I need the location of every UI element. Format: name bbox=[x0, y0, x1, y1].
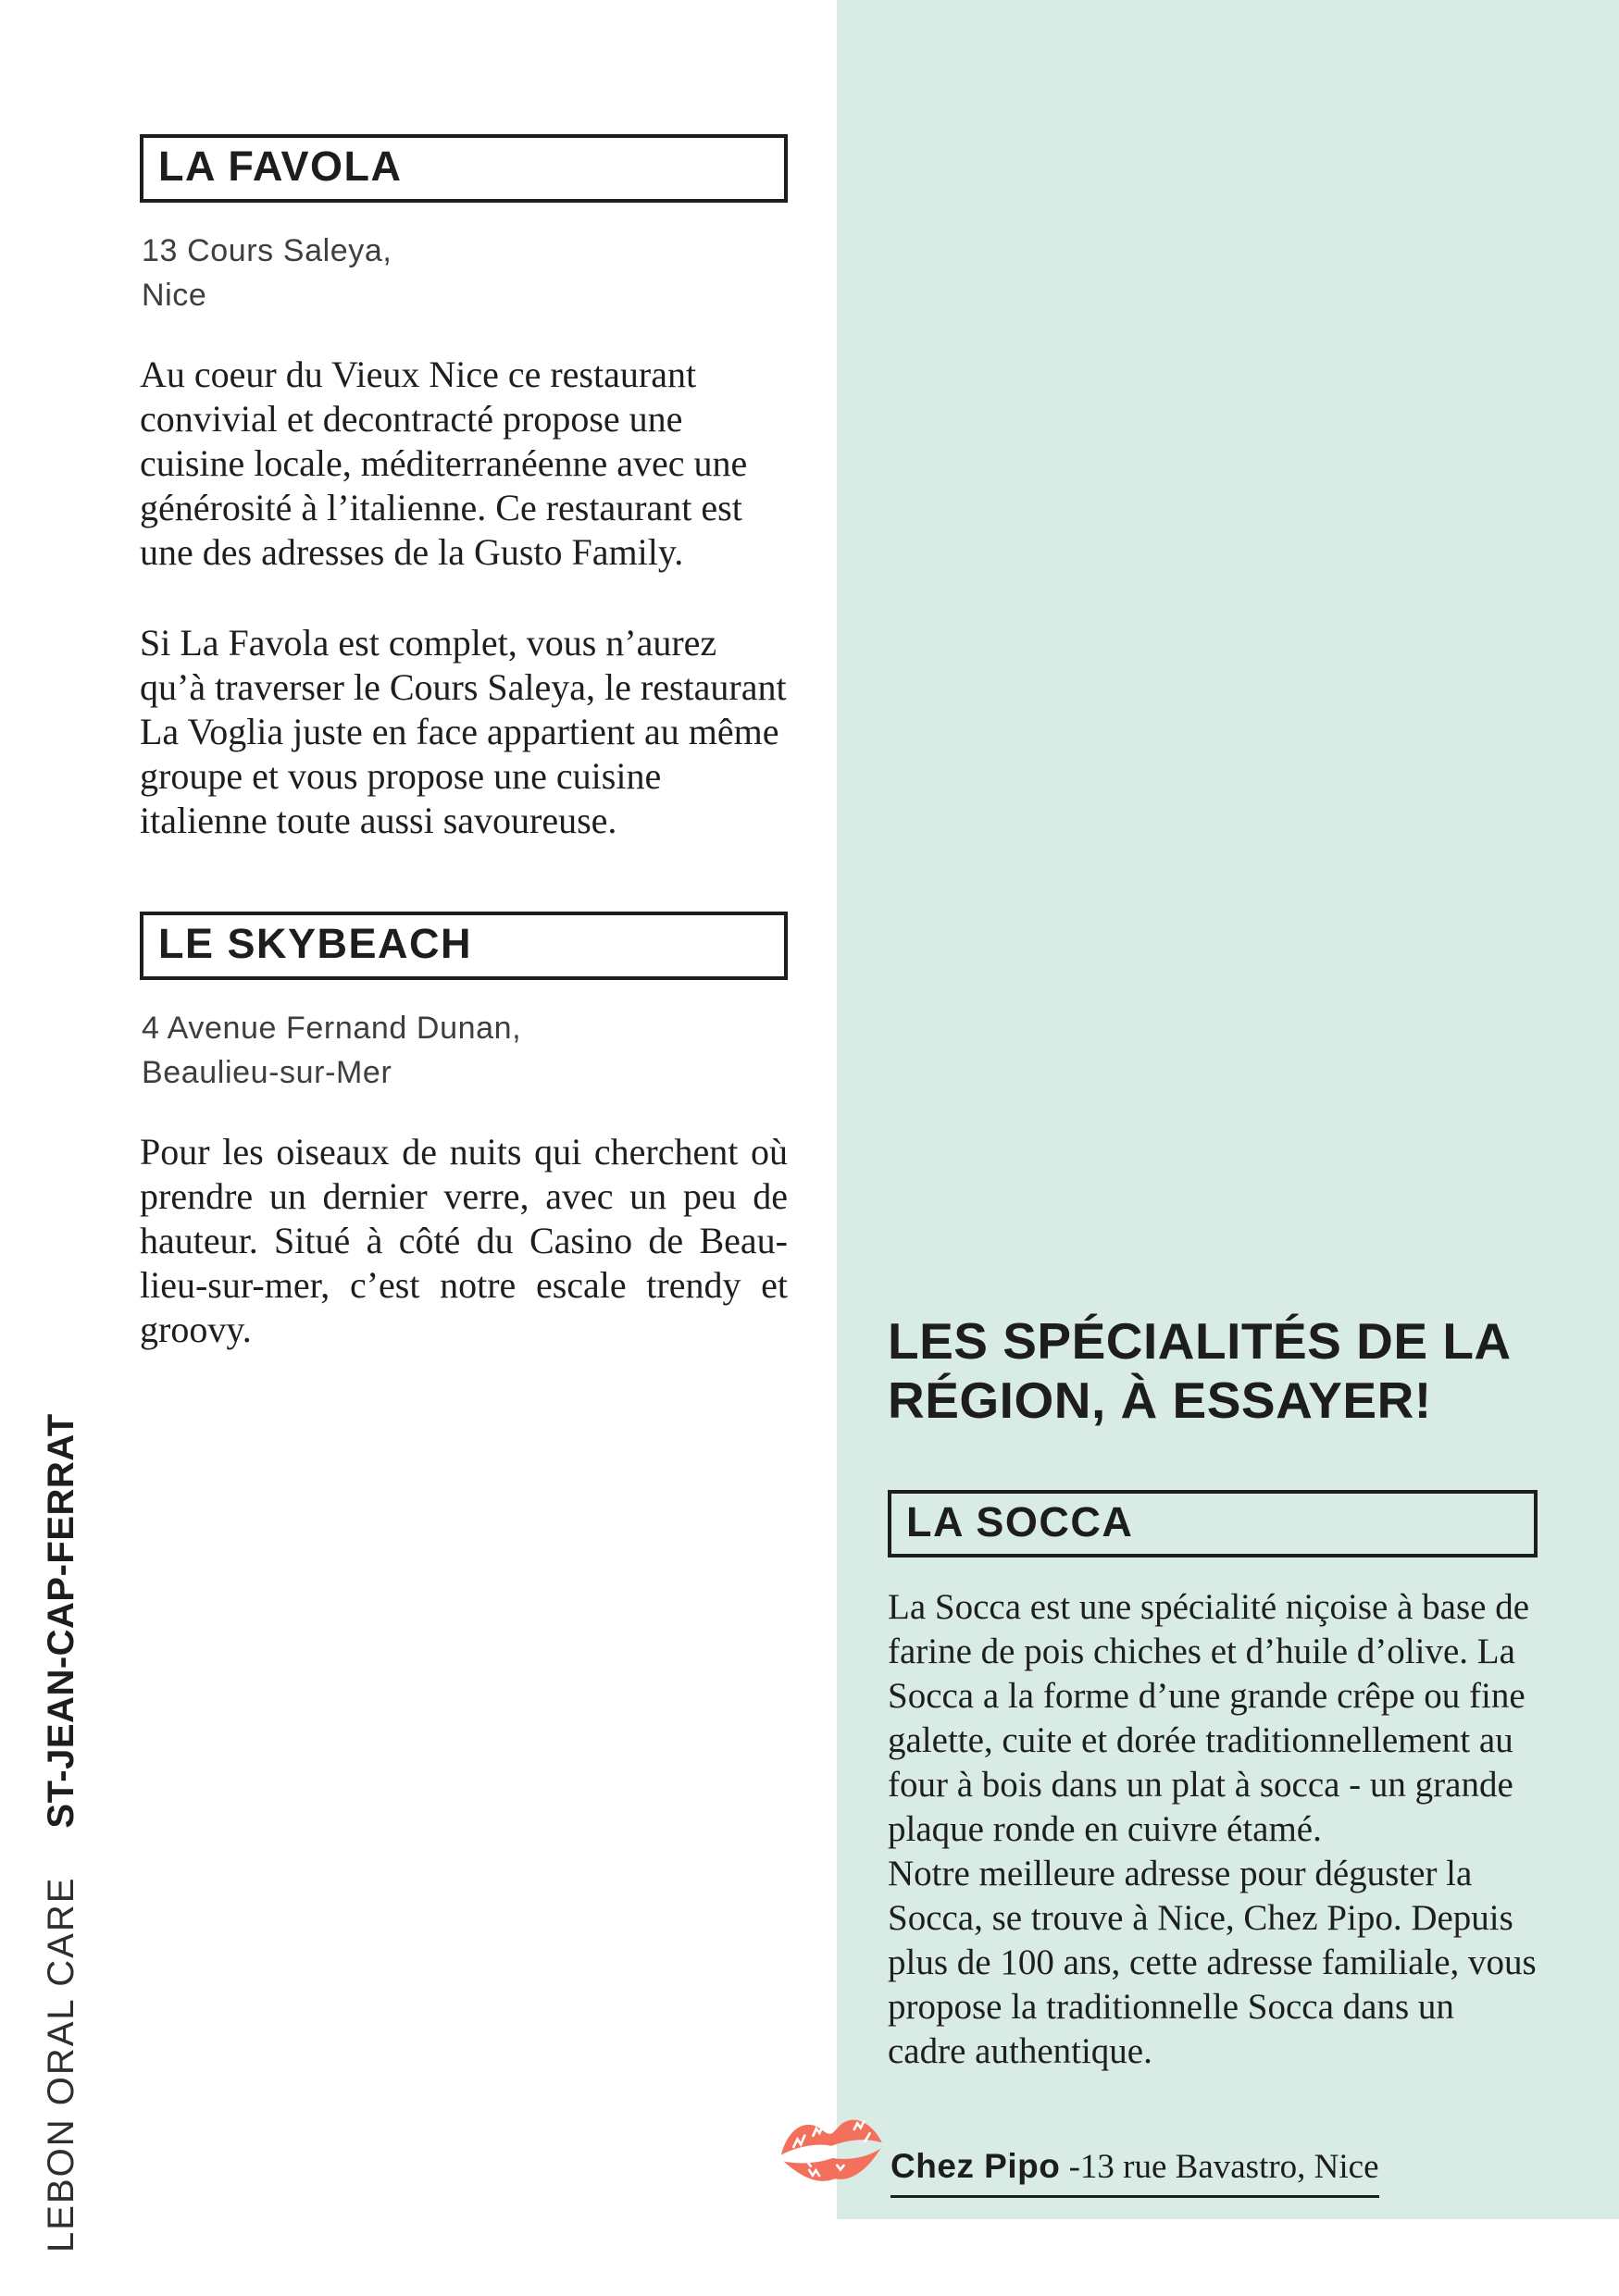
kiss-lips-icon bbox=[771, 2101, 893, 2208]
le-skybeach-address bbox=[142, 1006, 788, 1096]
page-title-line: RÉGION, À ESSAYER! bbox=[888, 1371, 1432, 1429]
address-line: 4 Avenue Fernand Dunan, bbox=[142, 1010, 522, 1046]
la-socca-paragraph: Notre meilleure adresse pour déguster la Socca, se trouve à Nice, Chez Pipo. Depuis plus de 100 ans, cette adresse familiale, vous propose la traditionnelle Socca dans un cadre authentique. bbox=[888, 1853, 1537, 2071]
page-title bbox=[888, 1312, 1538, 1431]
section-header-la-favola bbox=[140, 134, 788, 203]
le-skybeach-paragraph: Pour les oiseaux de nuits qui cherchent où prendre un dernier verre, avec un peu de hauteur. Situé à côté du Casino de Beaulieu-sur-mer, c’est notre escale trendy et groovy. bbox=[140, 1131, 788, 1351]
la-favola-paragraph: Au coeur du Vieux Nice ce restaurant convivial et decontracté propose une cuisine locale, méditerranéenne avec une générosité à l’italienne. Ce restaurant est une des adresses de la Gusto Family. bbox=[140, 354, 748, 574]
address-line: Beaulieu-sur-Mer bbox=[142, 1054, 392, 1090]
section-title: LE SKYBEACH bbox=[158, 920, 473, 968]
recommendation-address: -13 rue Bavastro, Nice bbox=[1060, 2148, 1379, 2186]
sidebar-vertical-text bbox=[41, 1413, 82, 2253]
recommendation-name: Chez Pipo bbox=[890, 2147, 1061, 2185]
la-favola-paragraph: Si La Favola est complet, vous n’aurez qu’à traverser le Cours Saleya, le restaurant La Voglia juste en face appartient au même groupe et vous propose une cuisine italienne toute aussi savoureuse. bbox=[140, 622, 787, 842]
la-socca-paragraph: La Socca est une spécialité niçoise à base de farine de pois chiches et d’huile d’olive. La Socca a la forme d’une grande crêpe ou fine galette, cuite et dorée traditionnellement au four à bois dans un plat à socca - un grande plaque ronde en cuivre étamé. bbox=[888, 1587, 1530, 1849]
recommendation-link[interactable] bbox=[890, 2147, 1379, 2198]
brand-label: LEBON ORAL CARE bbox=[41, 1876, 81, 2253]
la-favola-address bbox=[142, 229, 788, 318]
right-column bbox=[888, 1312, 1538, 2074]
left-column bbox=[140, 134, 788, 1352]
section-title: LA SOCCA bbox=[906, 1497, 1134, 1545]
address-line: Nice bbox=[142, 277, 207, 313]
address-line: 13 Cours Saleya, bbox=[142, 232, 392, 268]
section-header-le-skybeach bbox=[140, 912, 788, 980]
page-title-line: LES SPÉCIALITÉS DE LA bbox=[888, 1312, 1512, 1370]
section-title: LA FAVOLA bbox=[158, 143, 403, 190]
section-header-la-socca bbox=[888, 1490, 1538, 1558]
location-label: ST-JEAN-CAP-FERRAT bbox=[41, 1413, 81, 1829]
